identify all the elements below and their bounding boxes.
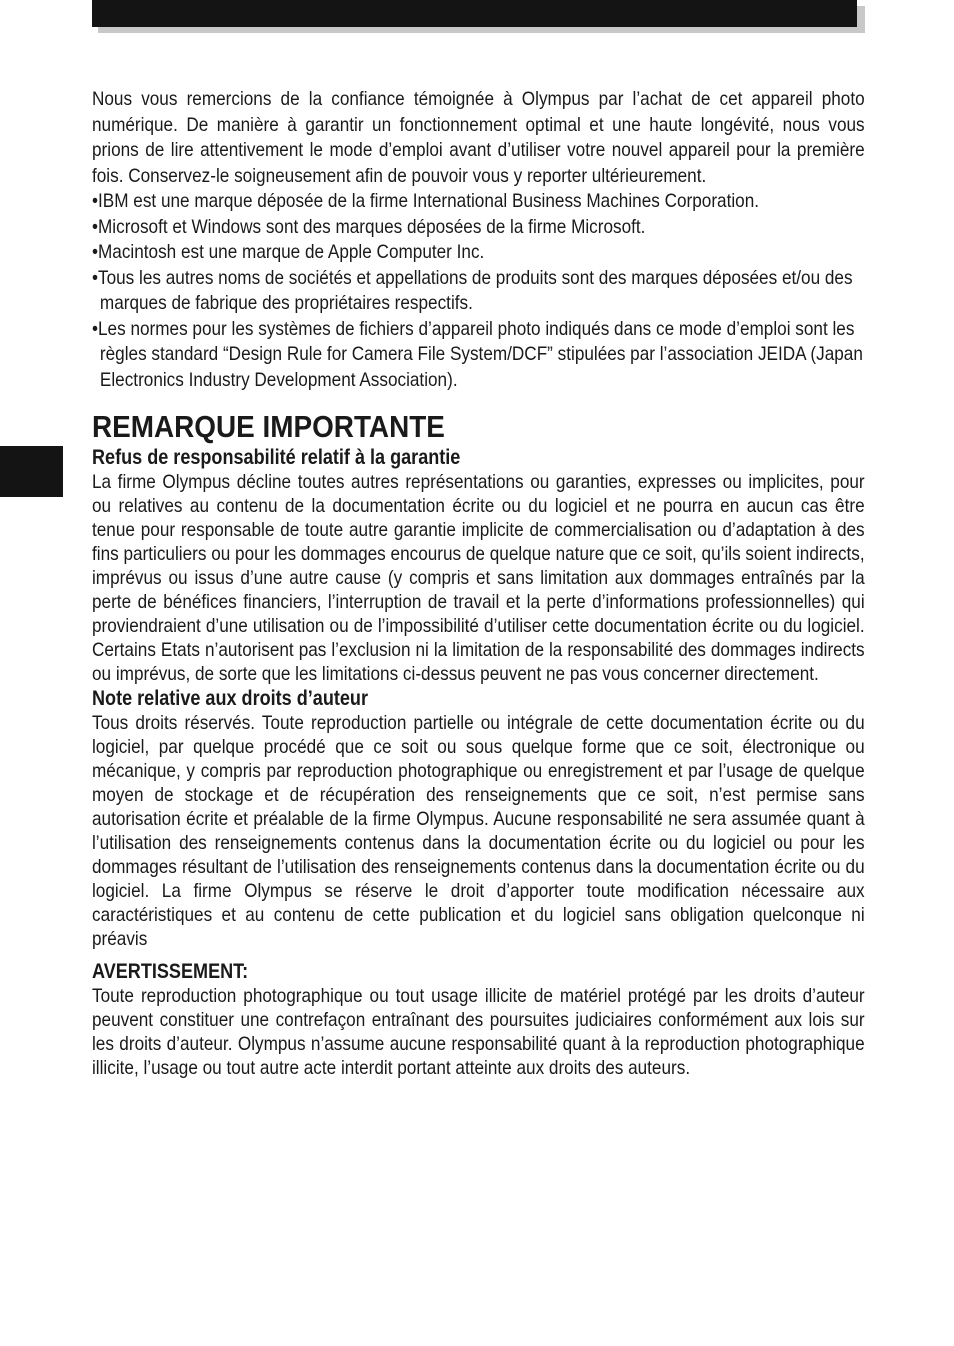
- trademark-item-others: •Tous les autres noms de sociétés et appellations de produits sont des marques déposées et/ou des marques de fabrique des propriétaires respectifs.: [92, 266, 853, 314]
- section-tab-marker: [0, 446, 63, 497]
- warranty-heading: Refus de responsabilité relatif à la garantie: [92, 446, 461, 469]
- intro-paragraph: Nous vous remercions de la confiance témoignée à Olympus par l’achat de cet appareil photo numérique. De manière à garantir un fonctionnement optimal et une haute longévité, nous vous prions de lire attentivement le mode d’emploi avant d’utiliser votre nouvel appareil pour la première fois. Conservez-le soigneusement afin de pouvoir vous y reporter ultérieurement.: [92, 88, 865, 187]
- trademark-list: [92, 189, 865, 393]
- page-content: [92, 87, 865, 1080]
- trademark-item-dcf: •Les normes pour les systèmes de fichiers d’appareil photo indiqués dans ce mode d’emploi sont les règles standard “Design Rule for Camera File System/DCF” stipulées par l’association JEIDA (Japan Electronics Industry Development Association).: [92, 317, 863, 391]
- trademark-item-microsoft: •Microsoft et Windows sont des marques déposées de la firme Microsoft.: [92, 215, 646, 238]
- trademark-item-macintosh: •Macintosh est une marque de Apple Computer Inc.: [92, 241, 485, 263]
- copyright-heading: Note relative aux droits d’auteur: [92, 687, 368, 710]
- warning-heading: AVERTISSEMENT:: [92, 960, 249, 983]
- header-bar: [92, 0, 857, 27]
- trademark-item-ibm: •IBM est une marque déposée de la firme International Business Machines Corporation.: [92, 190, 760, 212]
- warning-text: Toute reproduction photographique ou tout usage illicite de matériel protégé par les droits d’auteur peuvent constituer une contrefaçon entraînant des poursuites judiciaires conformément aux lois sur les droits d’auteur. Olympus n’assume aucune responsabilité quant à la reproduction photographique illicite, l’usage ou tout autre acte interdit portant atteinte aux droits des auteurs.: [92, 985, 865, 1079]
- notice-title: REMARQUE IMPORTANTE: [92, 409, 445, 444]
- copyright-text: Tous droits réservés. Toute reproduction partielle ou intégrale de cette documentation écrite ou du logiciel, par quelque procédé que ce soit ou sous quelque forme que ce soit, électronique ou mécanique, y compris par reproduction photographique ou enregistrement et par l’usage de quelque moyen de stockage et de récupération des renseignements que ce soit, n’est permise sans autorisation écrite et préalable de la firme Olympus. Aucune responsabilité ne sera assumée quant à l’utilisation des renseignements contenus dans la documentation écrite ou du logiciel ou pour les dommages résultant de l’utilisation des renseignements contenus dans la documentation écrite ou du logiciel. La firme Olympus se réserve le droit d’apporter toute modification nécessaire aux caractéristiques et au contenu de cette publication et du logiciel sans obligation quelconque ni préavis: [92, 712, 865, 950]
- warranty-text: La firme Olympus décline toutes autres représentations ou garanties, expresses ou implicites, pour ou relatives au contenu de la documentation écrite ou du logiciel et ne pourra en aucun cas être tenue pour responsable de toute autre garantie implicite de commercialisation ou d’adaptation à des fins particuliers ou pour les dommages encourus de quelque nature que ce soit, qu’ils soient indirects, imprévus ou issus d’une autre cause (y compris et sans limitation aux dommages entraînés par la perte de bénéfices financiers, l’interruption de travail et la perte d’informations professionnelles) qui proviendraient d’une utilisation ou de l’impossibilité d’utiliser cette documentation écrite ou du logiciel. Certains Etats n’autorisent pas l’exclusion ni la limitation de la responsabilité des dommages indirects ou imprévus, de sorte que les limitations ci-dessus peuvent ne pas vous concerner directement.: [92, 471, 865, 685]
